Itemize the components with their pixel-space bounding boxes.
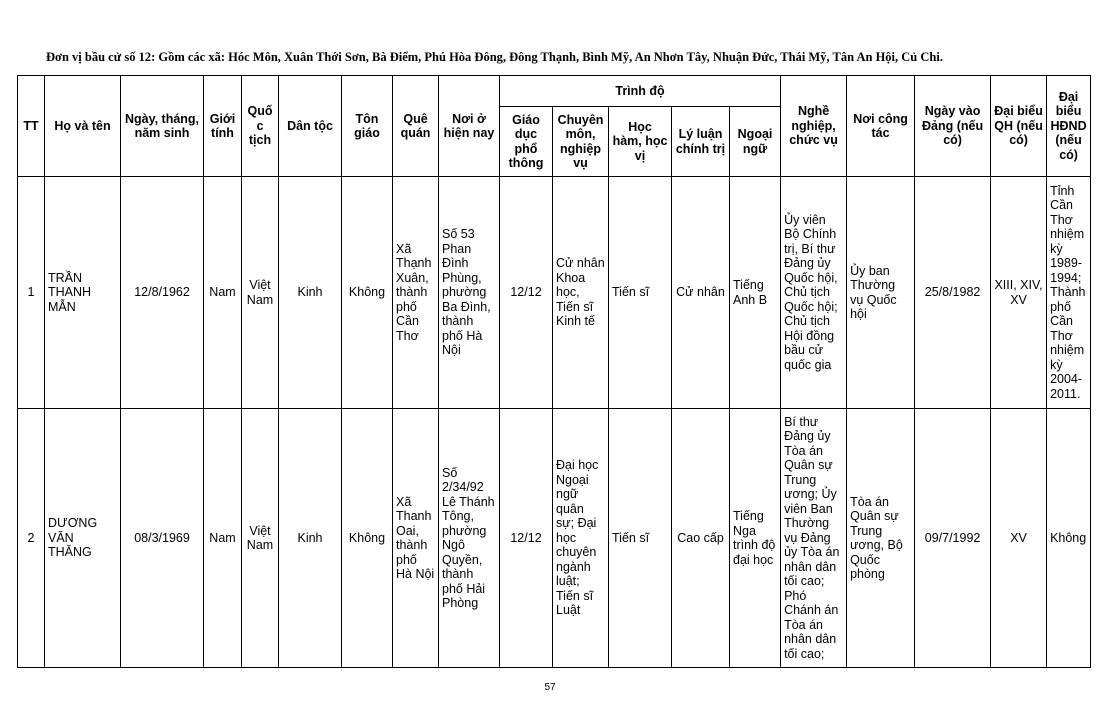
cell-name: TRẦN THANH MẪN xyxy=(45,177,121,409)
cell-workplace: Tòa án Quân sự Trung ương, Bộ Quốc phòng xyxy=(847,409,915,668)
cell-residence: Số 53 Phan Đình Phùng, phường Ba Đình, thành phố Hà Nội xyxy=(439,177,500,409)
cell-ethnicity: Kinh xyxy=(279,409,342,668)
cell-hometown: Xã Thanh Oai, thành phố Hà Nội xyxy=(393,409,439,668)
cell-political-theory: Cử nhân xyxy=(672,177,730,409)
cell-foreign-language: Tiếng Nga trình độ đại học xyxy=(730,409,781,668)
table-header-row xyxy=(18,76,1091,107)
cell-foreign-language: Tiếng Anh B xyxy=(730,177,781,409)
cell-ethnicity: Kinh xyxy=(279,177,342,409)
header-workplace: Nơi công tác xyxy=(847,76,915,177)
cell-dob: 12/8/1962 xyxy=(121,177,204,409)
header-nationality: Quốc tịch xyxy=(242,76,279,177)
cell-nationality: Việt Nam xyxy=(242,177,279,409)
cell-specialty: Đại học Ngoại ngữ quân sự; Đại học chuyên ngành luật; Tiến sĩ Luật xyxy=(553,409,609,668)
header-education-group: Trình độ xyxy=(500,76,781,107)
cell-gender: Nam xyxy=(204,177,242,409)
cell-residence: Số 2/34/92 Lê Thánh Tông, phường Ngô Quyền, thành phố Hải Phòng xyxy=(439,409,500,668)
cell-academic-degree: Tiến sĩ xyxy=(609,409,672,668)
candidate-table xyxy=(17,75,1091,668)
header-council-delegate: Đại biểu HĐND (nếu có) xyxy=(1047,76,1091,177)
header-name: Họ và tên xyxy=(45,76,121,177)
header-general-education: Giáo dục phổ thông xyxy=(500,107,553,177)
cell-general-education: 12/12 xyxy=(500,177,553,409)
cell-tt: 2 xyxy=(18,409,45,668)
cell-party-join-date: 25/8/1982 xyxy=(915,177,991,409)
cell-council-delegate: Tỉnh Cần Thơ nhiệm kỳ 1989-1994; Thành phố Cần Thơ nhiệm kỳ 2004-2011. xyxy=(1047,177,1091,409)
page-heading: Đơn vị bầu cử số 12: Gồm các xã: Hóc Môn, Xuân Thới Sơn, Bà Điểm, Phú Hòa Đông, Đông Thạnh, Bình Mỹ, An Nhơn Tây, Nhuận Đức, Thái Mỹ, Tân An Hội, Củ Chi. xyxy=(46,50,943,64)
header-foreign-language: Ngoại ngữ xyxy=(730,107,781,177)
cell-name: DƯƠNG VĂN THĂNG xyxy=(45,409,121,668)
table-row xyxy=(18,409,1091,668)
cell-nationality: Việt Nam xyxy=(242,409,279,668)
header-ethnicity: Dân tộc xyxy=(279,76,342,177)
header-religion: Tôn giáo xyxy=(342,76,393,177)
cell-general-education: 12/12 xyxy=(500,409,553,668)
cell-hometown: Xã Thạnh Xuân, thành phố Cần Thơ xyxy=(393,177,439,409)
cell-na-delegate: XIII, XIV, XV xyxy=(991,177,1047,409)
cell-religion: Không xyxy=(342,409,393,668)
cell-political-theory: Cao cấp xyxy=(672,409,730,668)
cell-gender: Nam xyxy=(204,409,242,668)
header-residence: Nơi ở hiện nay xyxy=(439,76,500,177)
cell-party-join-date: 09/7/1992 xyxy=(915,409,991,668)
page-number: 57 xyxy=(544,682,556,693)
header-na-delegate: Đại biểu QH (nếu có) xyxy=(991,76,1047,177)
table-row xyxy=(18,177,1091,409)
cell-dob: 08/3/1969 xyxy=(121,409,204,668)
header-occupation: Nghề nghiệp, chức vụ xyxy=(781,76,847,177)
header-party-join-date: Ngày vào Đảng (nếu có) xyxy=(915,76,991,177)
cell-occupation: Bí thư Đảng ủy Tòa án Quân sự Trung ương; Ủy viên Ban Thường vụ Đảng ủy Tòa án nhân dân tối cao; Phó Chánh án Tòa án nhân dân tối cao; xyxy=(781,409,847,668)
cell-workplace: Ủy ban Thường vụ Quốc hội xyxy=(847,177,915,409)
cell-na-delegate: XV xyxy=(991,409,1047,668)
header-political-theory: Lý luận chính trị xyxy=(672,107,730,177)
cell-specialty: Cử nhân Khoa học, Tiến sĩ Kinh tế xyxy=(553,177,609,409)
header-academic-degree: Học hàm, học vị xyxy=(609,107,672,177)
cell-religion: Không xyxy=(342,177,393,409)
cell-occupation: Ủy viên Bộ Chính trị, Bí thư Đảng ủy Quốc hội, Chủ tịch Quốc hội; Chủ tịch Hội đồng bầu cử quốc gia xyxy=(781,177,847,409)
header-tt: TT xyxy=(18,76,45,177)
header-specialty: Chuyên môn, nghiệp vụ xyxy=(553,107,609,177)
cell-academic-degree: Tiến sĩ xyxy=(609,177,672,409)
header-dob: Ngày, tháng, năm sinh xyxy=(121,76,204,177)
header-gender: Giới tính xyxy=(204,76,242,177)
header-hometown: Quê quán xyxy=(393,76,439,177)
cell-tt: 1 xyxy=(18,177,45,409)
cell-council-delegate: Không xyxy=(1047,409,1091,668)
